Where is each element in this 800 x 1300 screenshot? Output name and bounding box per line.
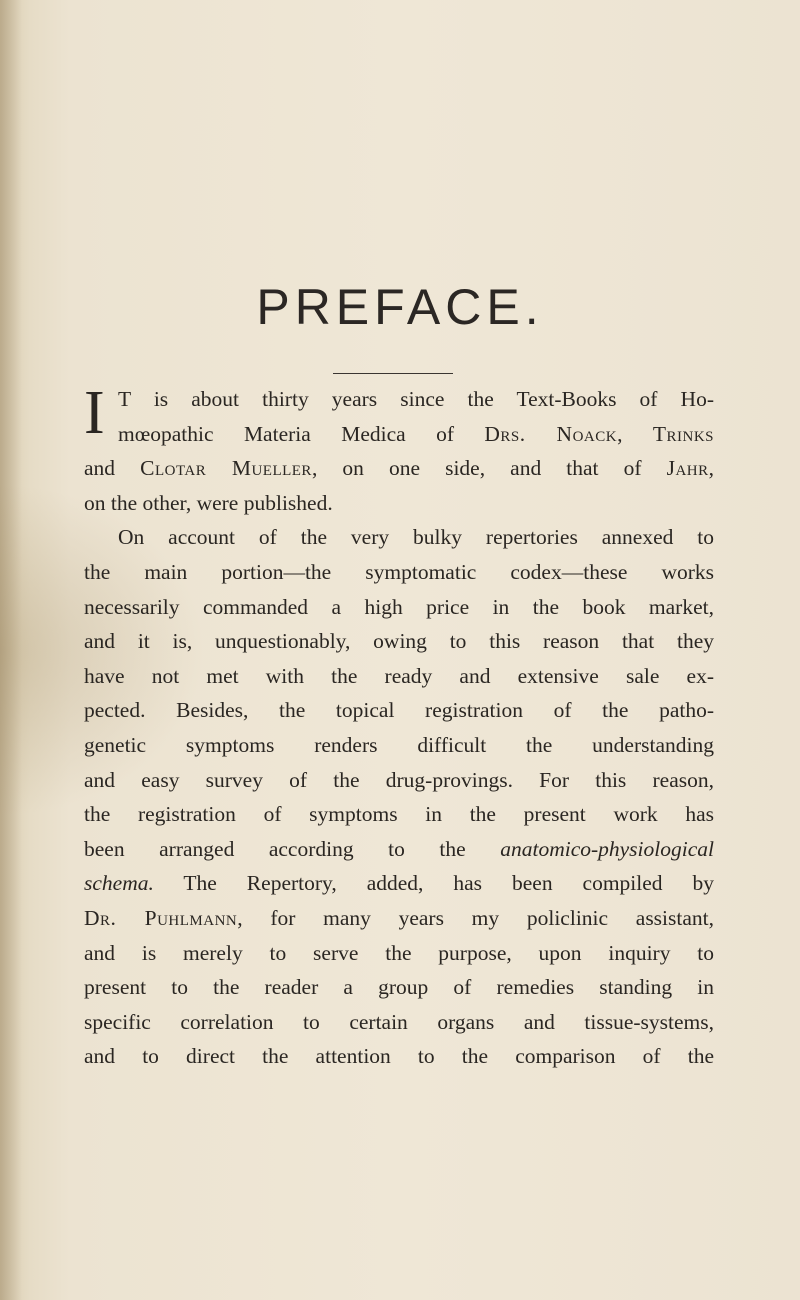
title-rule — [333, 373, 453, 374]
text-run: Dr. Puhlmann — [84, 905, 238, 930]
text-run: and to direct the attention to the comparison of the — [84, 1044, 714, 1069]
text-line — [84, 693, 714, 728]
text-run: necessarily commanded a high price in the book market, — [84, 594, 714, 619]
text-run: and — [84, 456, 141, 481]
text-line — [84, 901, 714, 936]
text-run: the main portion—the symptomatic codex—these works — [84, 559, 714, 584]
text-line — [84, 797, 714, 832]
text-run: T is about thirty years since the Text-Books of Ho- — [118, 387, 714, 411]
text-run: , — [708, 456, 714, 481]
text-run: On account of the very bulky repertories annexed to — [118, 525, 714, 550]
text-line — [84, 590, 714, 625]
text-line — [84, 451, 714, 486]
text-line — [84, 555, 714, 590]
text-run: genetic symptoms renders difficult the understanding — [84, 732, 714, 757]
text-run: present to the reader a group of remedies standing in — [84, 975, 714, 1000]
text-line — [84, 1005, 714, 1040]
page-title: PREFACE. — [256, 279, 544, 335]
text-run: mœopathic Materia Medica of — [118, 421, 485, 446]
text-line — [84, 1039, 714, 1074]
text-run: anatomico-physiological — [500, 836, 714, 861]
text-run: been arranged according to the — [84, 836, 501, 861]
text-line — [84, 486, 714, 521]
text-run: Jahr — [666, 456, 709, 481]
text-run: pected. Besides, the topical registration of the patho- — [84, 698, 714, 723]
text-line — [84, 624, 714, 659]
text-line — [84, 382, 714, 417]
text-run: and is merely to serve the purpose, upon inquiry to — [84, 940, 714, 965]
text-run: on the other, were published. — [84, 490, 333, 515]
text-run: the registration of symptoms in the present work has — [84, 802, 714, 827]
text-lines — [84, 379, 715, 1074]
text-line — [84, 970, 714, 1005]
text-line — [84, 417, 714, 452]
text-line — [84, 936, 714, 971]
text-run: Drs. Noack — [484, 421, 618, 446]
text-line — [84, 728, 714, 763]
text-run: , on one side, and that of — [311, 456, 667, 481]
text-run: have not met with the ready and extensive sale ex- — [84, 663, 714, 688]
text-run: Trinks — [652, 421, 714, 446]
text-line — [84, 866, 714, 901]
text-line — [84, 659, 714, 694]
text-run: and it is, unquestionably, owing to this reason that they — [84, 629, 714, 654]
text-run: , for many years my policlinic assistant, — [237, 905, 715, 930]
text-run: , — [617, 421, 653, 446]
text-run: specific correlation to certain organs and tissue-systems, — [84, 1009, 714, 1034]
text-line — [84, 763, 714, 798]
text-run: and easy survey of the drug-provings. For this reason, — [84, 767, 714, 792]
text-run: schema. — [84, 871, 154, 896]
page-edge-shadow — [0, 0, 22, 1300]
text-line — [84, 520, 714, 555]
drop-cap: I — [84, 379, 105, 447]
text-run: Clotar Mueller — [140, 456, 312, 481]
text-line — [84, 832, 714, 867]
text-run: The Repertory, added, has been compiled by — [153, 871, 714, 896]
body-text — [84, 379, 715, 1074]
